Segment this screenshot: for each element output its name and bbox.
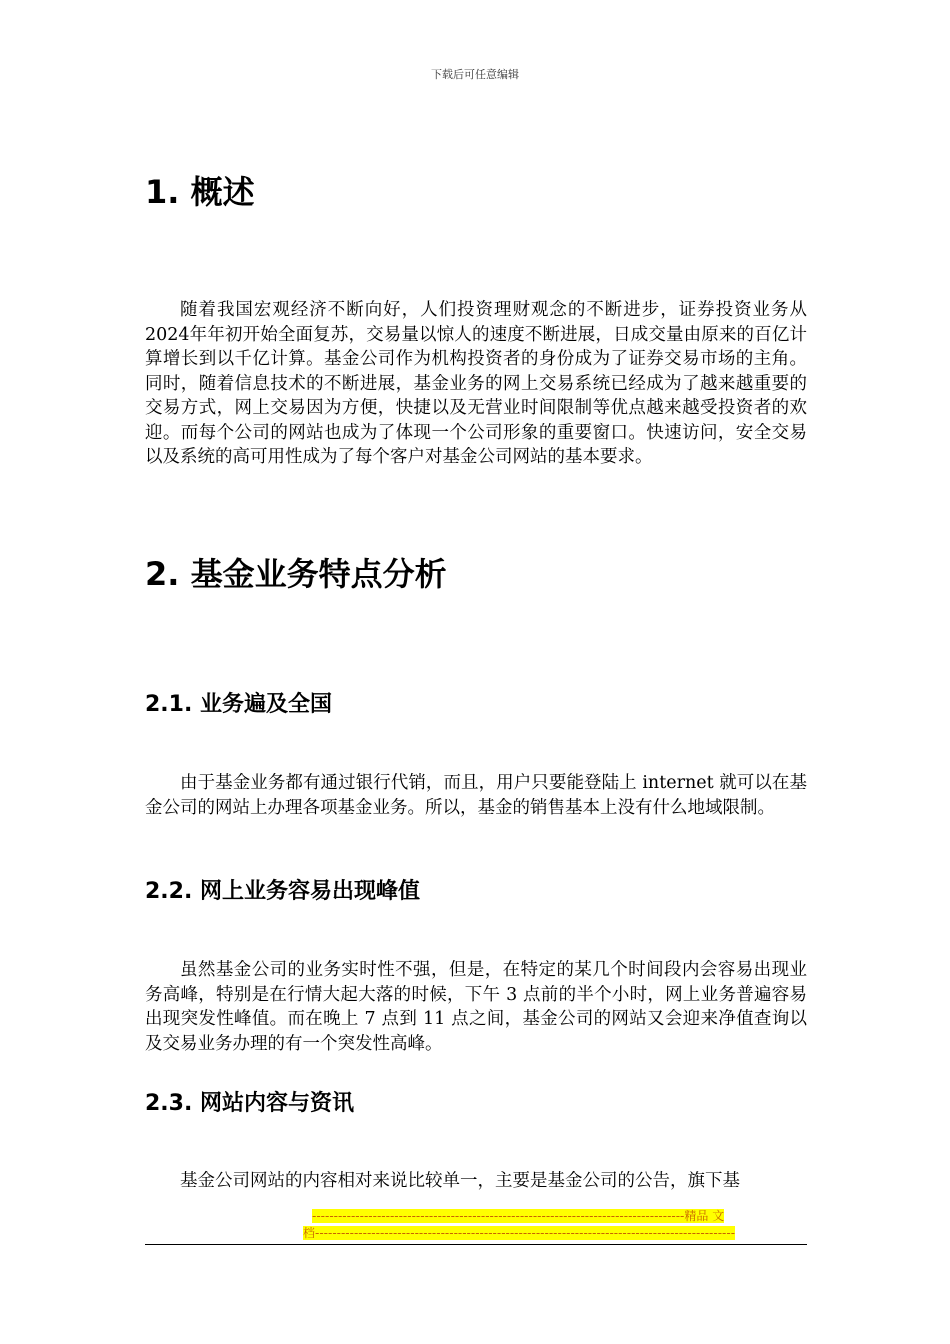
section-2-heading: 2. 基金业务特点分析 xyxy=(145,555,447,593)
section-1-heading: 1. 概述 xyxy=(145,173,255,211)
footer-watermark-line-2: 档------------------------------------------------------------------------------------------------- xyxy=(303,1226,736,1240)
section-2-3-heading: 2.3. 网站内容与资讯 xyxy=(145,1091,354,1116)
section-1-paragraph: 随着我国宏观经济不断向好，人们投资理财观念的不断进步，证券投资业务从2024年年初开始全面复苏，交易量以惊人的速度不断进展，日成交量由原来的百亿计算增长到以千亿计算。基金公司作为机构投资者的身份成为了证券交易市场的主角。同时，随着信息技术的不断进展，基金业务的网上交易系统已经成为了越来越重要的交易方式，网上交易因为方便，快捷以及无营业时间限制等优点越来越受投资者的欢迎。而每个公司的网站也成为了体现一个公司形象的重要窗口。快速访问，安全交易以及系统的高可用性成为了每个客户对基金公司网站的基本要求。 xyxy=(145,300,807,467)
page-header-note: 下载后可任意编辑 xyxy=(431,68,519,81)
footer-divider xyxy=(145,1244,807,1245)
section-2-1-paragraph: 由于基金业务都有通过银行代销，而且，用户只要能登陆上 internet 就可以在基金公司的网站上办理各项基金业务。所以，基金的销售基本上没有什么地域限制。 xyxy=(145,773,807,818)
section-2-2-heading: 2.2. 网上业务容易出现峰值 xyxy=(145,879,420,904)
section-2-1-heading: 2.1. 业务遍及全国 xyxy=(145,692,332,717)
section-2-3-paragraph: 基金公司网站的内容相对来说比较单一，主要是基金公司的公告，旗下基 xyxy=(180,1171,740,1191)
footer-watermark-line-1: --------------------------------------------------------------------------------------精品 文 xyxy=(312,1209,725,1223)
section-2-2-paragraph: 虽然基金公司的业务实时性不强，但是，在特定的某几个时间段内会容易出现业务高峰，特别是在行情大起大落的时候，下午 3 点前的半个小时，网上业务普遍容易出现突发性峰值。而在晚上 7 点到 11 点之间，基金公司的网站又会迎来净值查询以及交易业务办理的有一个突发性高峰。 xyxy=(145,960,807,1054)
